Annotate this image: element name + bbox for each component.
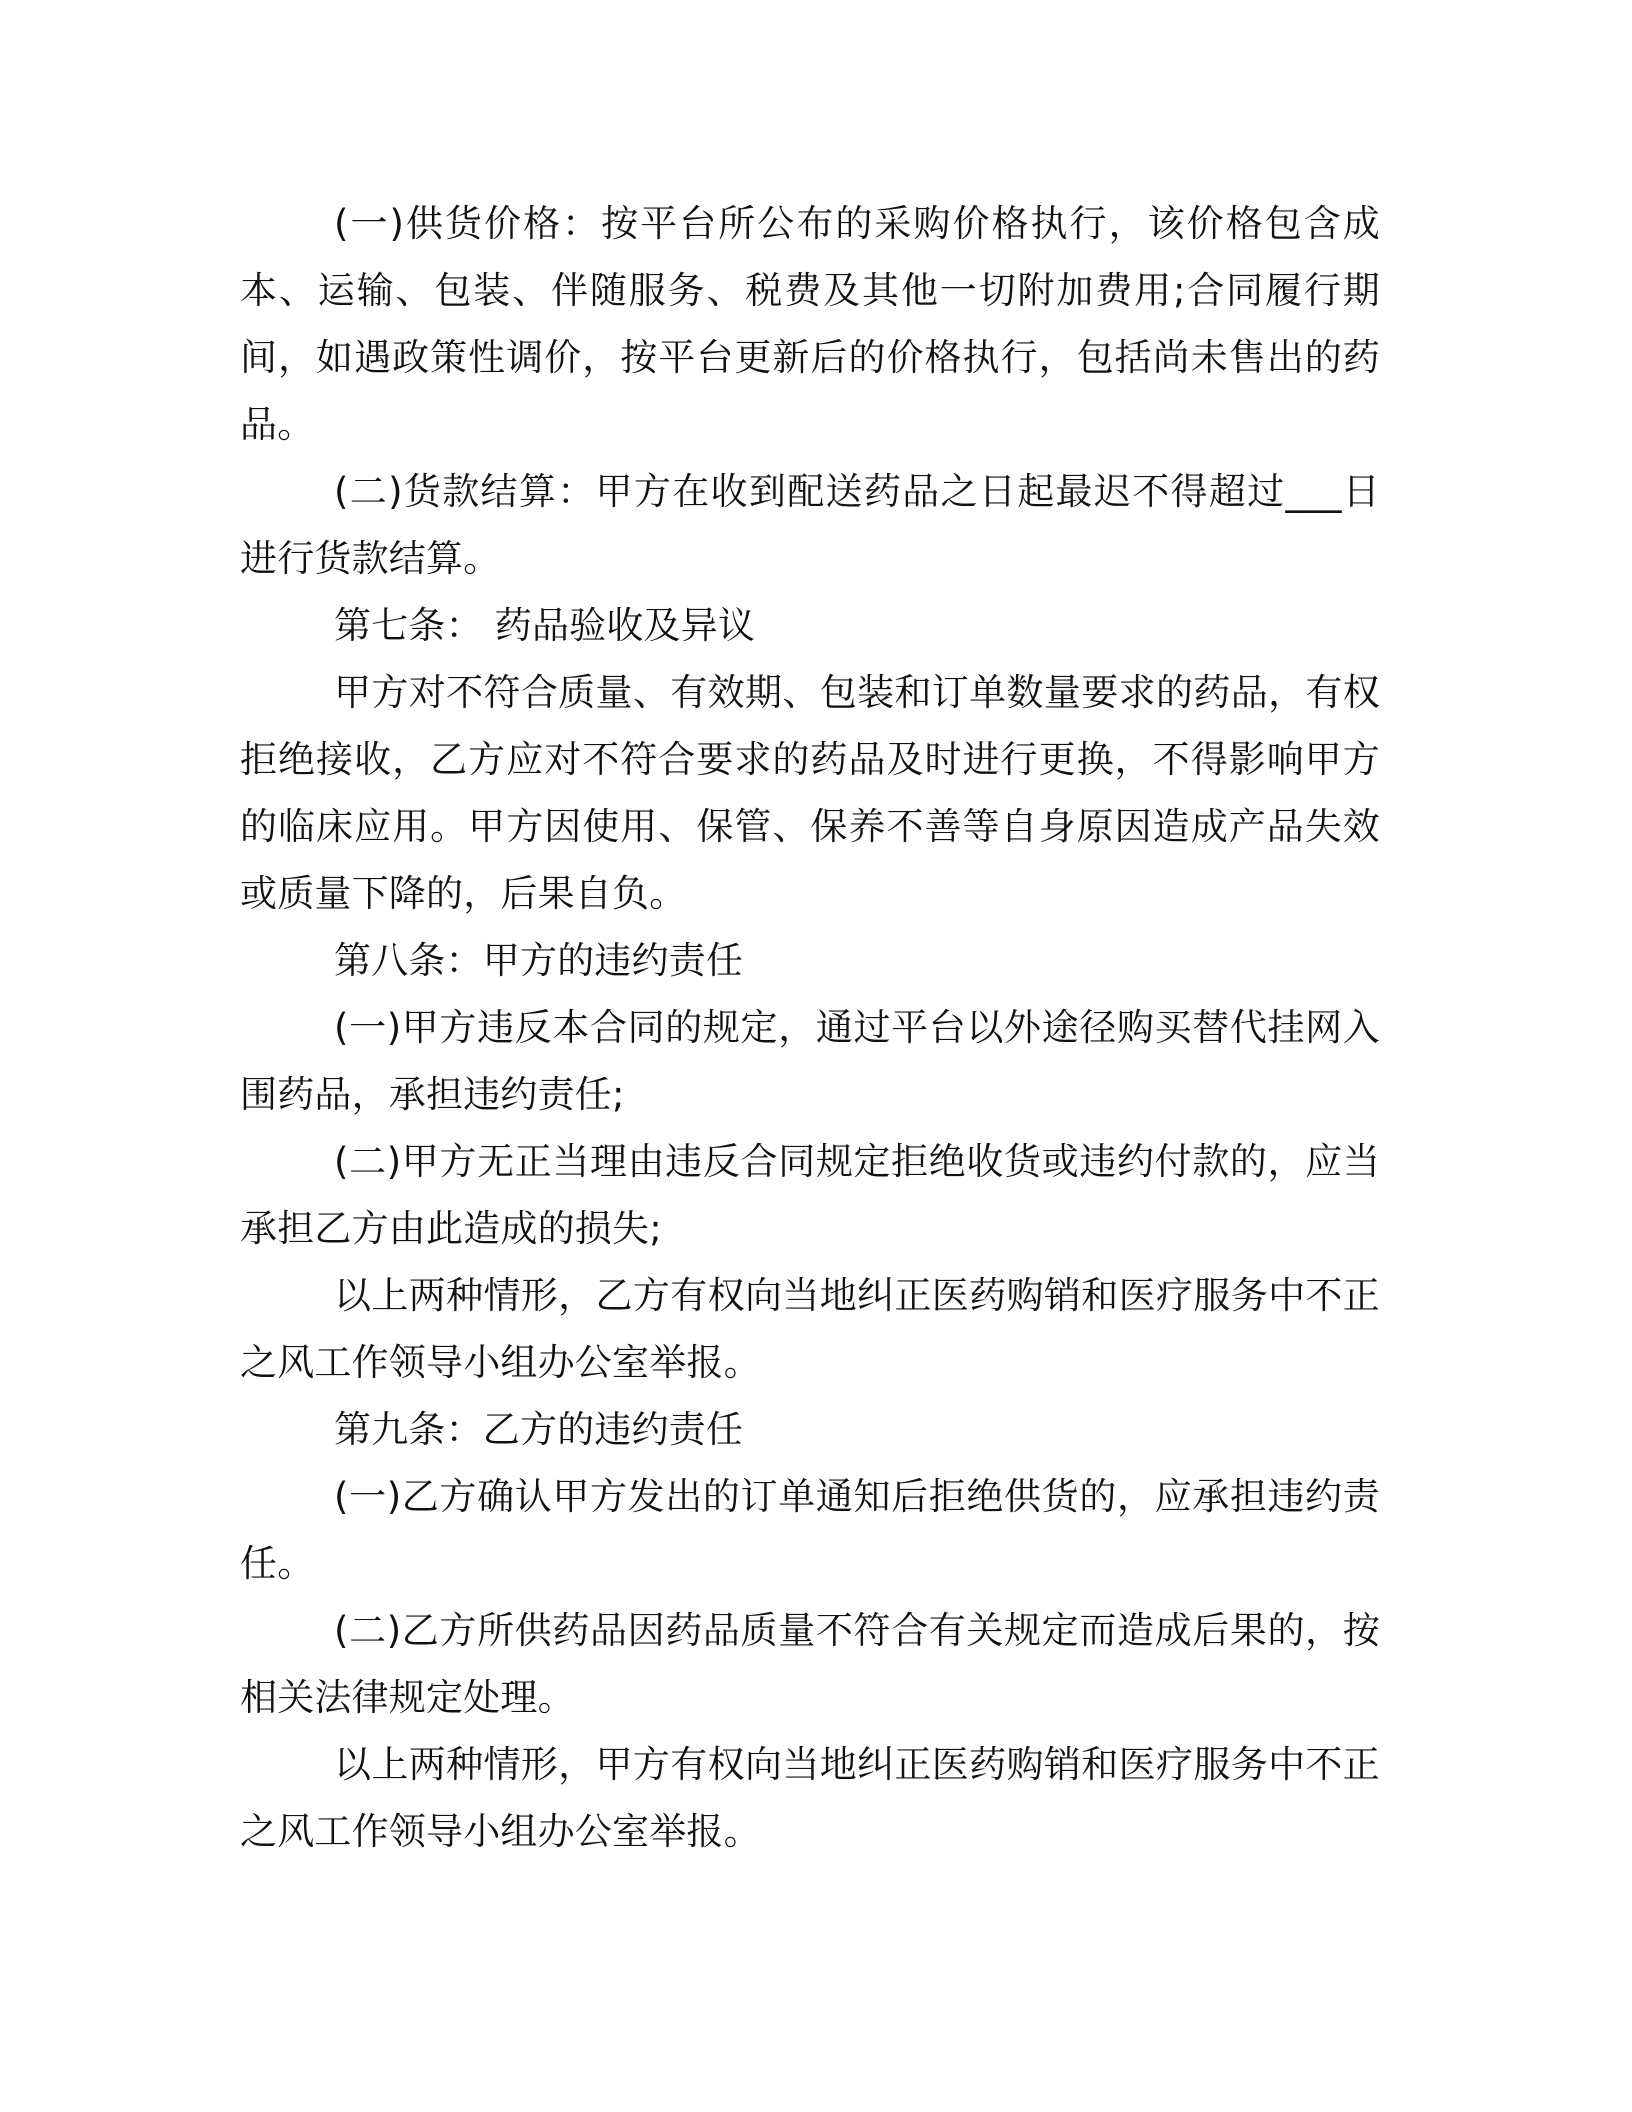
heading-article-7: 第七条： 药品验收及异议	[334, 604, 756, 647]
paragraph-party-b-breach-2: (二)乙方所供药品因药品质量不符合有关规定而造成后果的，按相关法律规定处理。	[240, 1609, 1380, 1719]
paragraph-party-b-breach-1: (一)乙方确认甲方发出的订单通知后拒绝供货的，应承担违约责任。	[240, 1475, 1380, 1585]
document-body	[240, 190, 1380, 1865]
paragraph-party-a-breach-1: (一)甲方违反本合同的规定，通过平台以外途径购买替代挂网入围药品，承担违约责任;	[240, 1006, 1380, 1116]
heading-article-8: 第八条：甲方的违约责任	[334, 939, 744, 982]
paragraph-payment-settlement: (二)货款结算：甲方在收到配送药品之日起最迟不得超过___日进行货款结算。	[240, 470, 1380, 580]
paragraph-supply-price: (一)供货价格：按平台所公布的采购价格执行，该价格包含成本、运输、包装、伴随服务、税费及其他一切附加费用;合同履行期间，如遇政策性调价，按平台更新后的价格执行，包括尚未售出的药品。	[240, 202, 1380, 446]
paragraph-party-a-report: 以上两种情形，乙方有权向当地纠正医药购销和医疗服务中不正之风工作领导小组办公室举报。	[240, 1274, 1380, 1384]
paragraph-party-b-report: 以上两种情形，甲方有权向当地纠正医药购销和医疗服务中不正之风工作领导小组办公室举报。	[240, 1743, 1380, 1853]
paragraph-acceptance: 甲方对不符合质量、有效期、包装和订单数量要求的药品，有权拒绝接收，乙方应对不符合要求的药品及时进行更换，不得影响甲方的临床应用。甲方因使用、保管、保养不善等自身原因造成产品失效或质量下降的，后果自负。	[240, 671, 1380, 915]
heading-article-9: 第九条：乙方的违约责任	[334, 1408, 744, 1451]
paragraph-party-a-breach-2: (二)甲方无正当理由违反合同规定拒绝收货或违约付款的，应当承担乙方由此造成的损失;	[240, 1140, 1380, 1250]
